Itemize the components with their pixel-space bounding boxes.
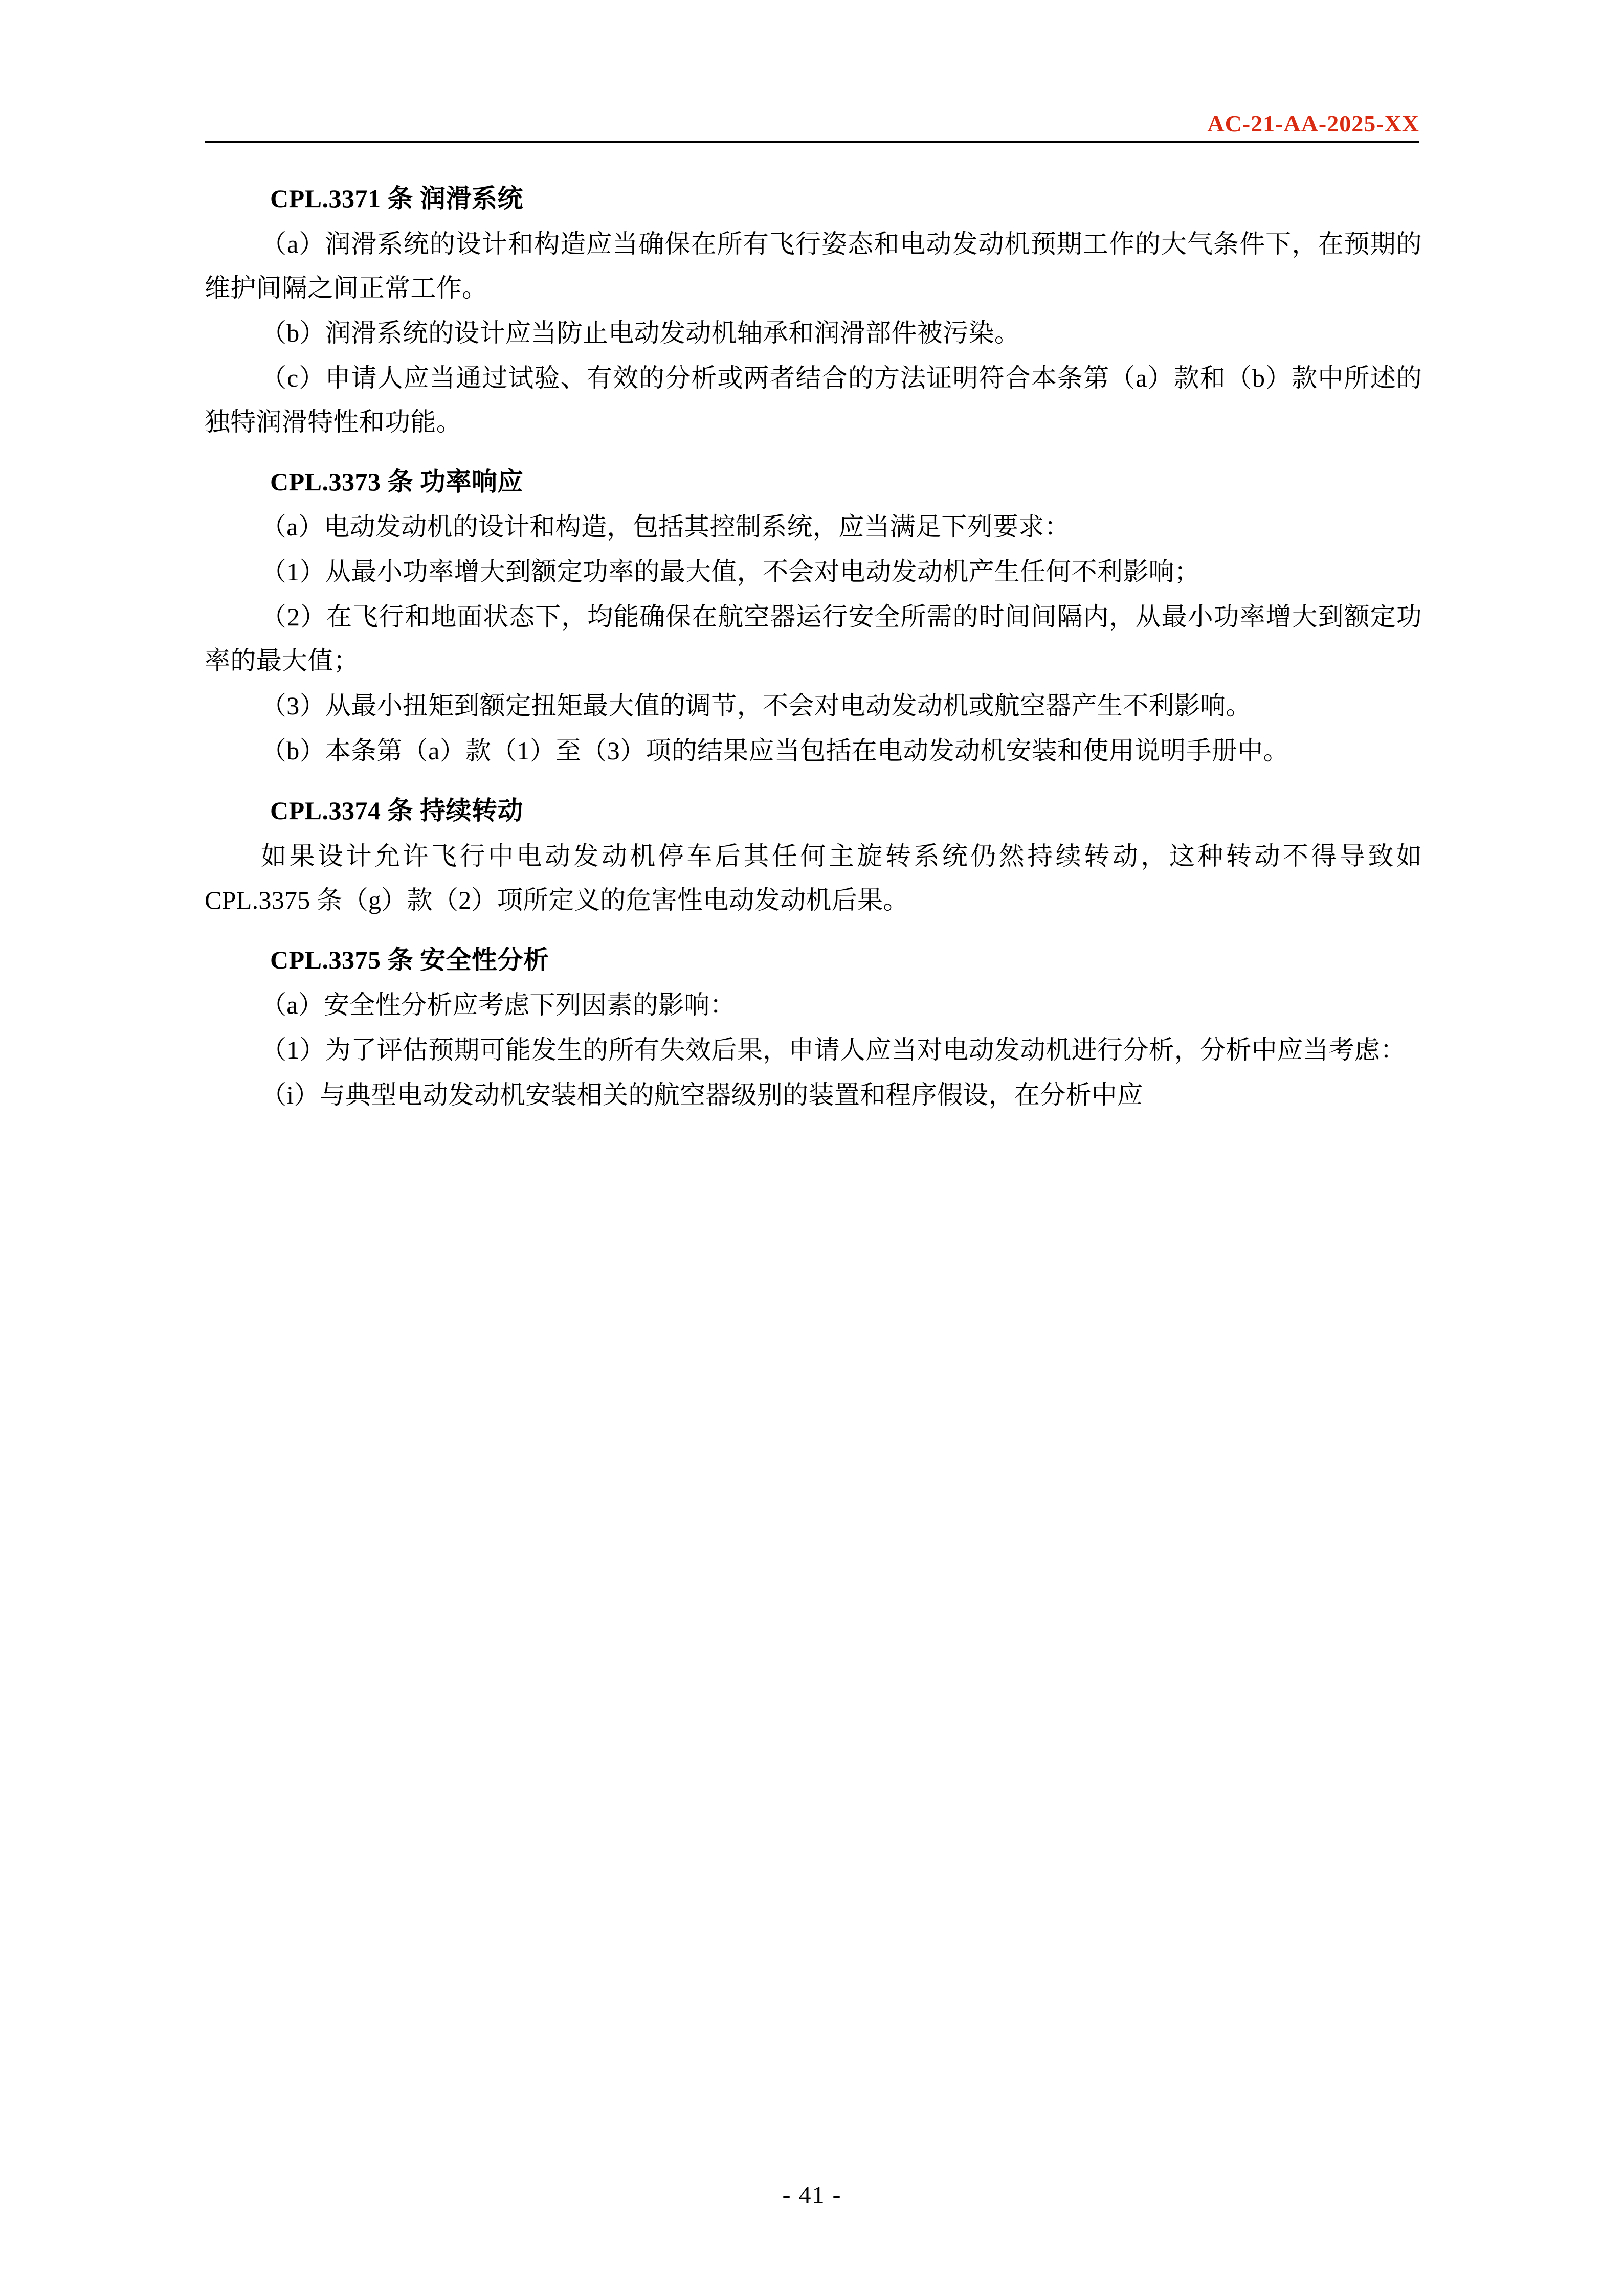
document-body (205, 179, 1422, 1117)
section-heading: CPL.3371 条 润滑系统 (270, 184, 523, 213)
section-heading: CPL.3373 条 功率响应 (270, 467, 523, 496)
body-paragraph: （c）申请人应当通过试验、有效的分析或两者结合的方法证明符合本条第（a）款和（b）款中所述的独特润滑特性和功能。 (205, 363, 1422, 436)
page-header (205, 110, 1419, 141)
body-paragraph: （1）为了评估预期可能发生的所有失效后果，申请人应当对电动发动机进行分析，分析中应当考虑： (261, 1036, 1406, 1064)
body-paragraph: （a）润滑系统的设计和构造应当确保在所有飞行姿态和电动发动机预期工作的大气条件下，在预期的维护间隔之间正常工作。 (205, 229, 1422, 302)
section-heading: CPL.3375 条 安全性分析 (270, 945, 549, 974)
header-divider (205, 141, 1419, 143)
page-footer (0, 2181, 1624, 2209)
body-paragraph: （i）与典型电动发动机安装相关的航空器级别的装置和程序假设，在分析中应 (261, 1081, 1143, 1109)
body-paragraph: （b）本条第（a）款（1）至（3）项的结果应当包括在电动发动机安装和使用说明手册中。 (261, 736, 1289, 765)
body-paragraph: （b）润滑系统的设计应当防止电动发动机轴承和润滑部件被污染。 (261, 318, 1020, 347)
document-code: AC-21-AA-2025-XX (1207, 110, 1419, 137)
body-paragraph: （a）安全性分析应考虑下列因素的影响： (261, 991, 736, 1019)
body-paragraph: （1）从最小功率增大到额定功率的最大值，不会对电动发动机产生任何不利影响； (261, 557, 1200, 586)
body-paragraph: （3）从最小扭矩到额定扭矩最大值的调节，不会对电动发动机或航空器产生不利影响。 (261, 691, 1252, 720)
body-paragraph: 如果设计允许飞行中电动发动机停车后其任何主旋转系统仍然持续转动，这种转动不得导致如 CPL.3375 条（g）款（2）项所定义的危害性电动发动机后果。 (205, 841, 1422, 914)
page-number: - 41 - (782, 2181, 842, 2209)
body-paragraph: （a）电动发动机的设计和构造，包括其控制系统，应当满足下列要求： (261, 512, 1070, 541)
body-paragraph: （2）在飞行和地面状态下，均能确保在航空器运行安全所需的时间间隔内，从最小功率增大到额定功率的最大值； (205, 602, 1422, 675)
section-heading: CPL.3374 条 持续转动 (270, 796, 523, 825)
